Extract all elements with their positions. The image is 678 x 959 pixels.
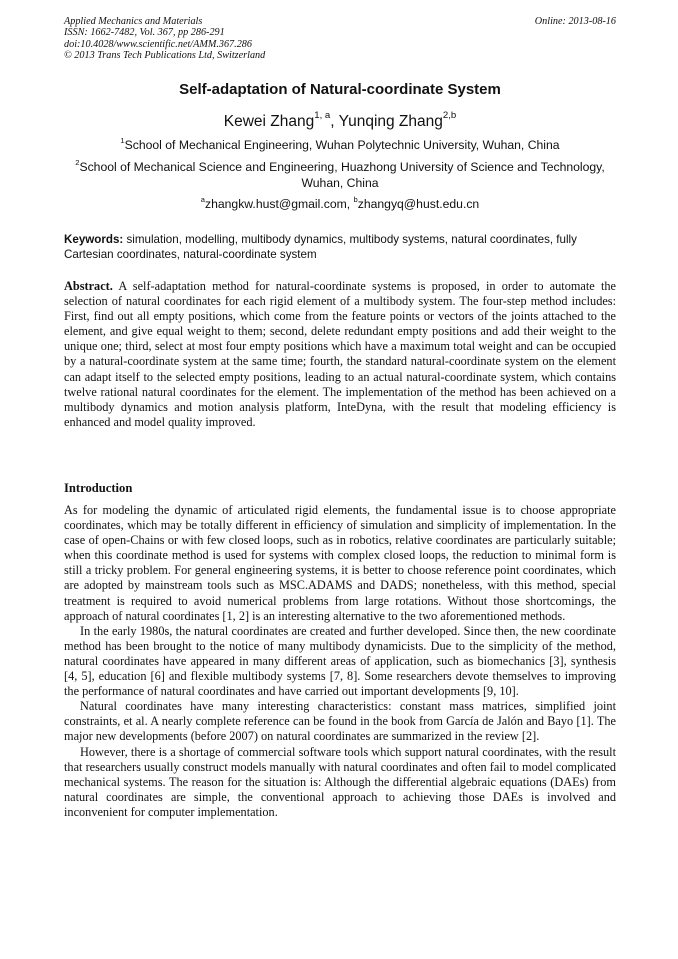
abstract-text: A self-adaptation method for natural-coordinate systems is proposed, in order to automate the selection of natural coordinates for each rigid element of a multibody system. The four-step method includes: First, find out all empty positions, which come from the feature points or vectors of the joints attached to the element, and give equal weight to them; second, delete redundant empty positions and add their weight to the unique one; third, select at most four empty positions which have a maximum total weight and can be occupied by a natural-coordinate system at the same time; fourth, the standard natural-coordinate system on the element can adapt itself to the selected empty positions, leading to an actual natural-coordinate system, which contains twelve rational natural coordinates for the element. The implementation of the method has been achieved on a multibody dynamics and motion analysis platform, InteDyna, with the result that modeling efficiency is enhanced and model quality improved. — [64, 279, 616, 429]
intro-paragraph-2: In the early 1980s, the natural coordinates are created and further developed. Since then, the new coordinate method has been brought to the notice of many multibody dynamicists. Due to the simplicity of the method, natural coordinates have appeared in many different areas of application, such as biomechanics [3], synthesis [4, 5], education [6] and flexible multibody systems [7, 8]. Some researchers devote themselves to improving the performance of natural coordinates and have carried out important developments [9, 10]. — [64, 623, 616, 699]
doi-line[interactable]: doi:10.4028/www.scientific.net/AMM.367.286 — [64, 38, 252, 50]
author-separator: , — [330, 113, 339, 130]
issn-line: ISSN: 1662-7482, Vol. 367, pp 286-291 — [64, 27, 225, 39]
introduction-body — [64, 503, 616, 820]
affiliation-2-text: School of Mechanical Science and Engineering, Huazhong University of Science and Technology, Wuhan, China — [79, 160, 605, 190]
online-date: Online: 2013-08-16 — [534, 16, 616, 27]
affiliation-2-superscript: 2 — [75, 157, 80, 167]
affiliation-1 — [64, 137, 616, 153]
intro-paragraph-3: Natural coordinates have many interesting characteristics: constant mass matrices, simplified joint constraints, et al. A nearly complete reference can be found in the book from García de Jalón and Bayo [1]. The major new developments (before 2007) on natural coordinates are summarized in the review [2]. — [64, 699, 616, 744]
journal-name: Applied Mechanics and Materials — [64, 16, 203, 27]
author-1-name: Kewei Zhang — [223, 113, 315, 130]
author-line — [64, 110, 616, 131]
author-2-name: Yunqing Zhang — [338, 113, 443, 130]
author-2-superscript: 2,b — [442, 110, 457, 122]
intro-paragraph-1: As for modeling the dynamic of articulated rigid elements, the fundamental issue is to choose appropriate coordinates, which may be totally different in efficiency of simulation and simplicity of implementation. In the case of open-Chains or with few closed loops, such as in robotics, relative coordinates are particularly suitable; when this coordinate method is used for systems with complex closed loops, the reduction to minimal form is still a tricky problem. For general engineering systems, it is better to choose reference point coordinates, which are adopted by mainstream tools such as MSC.ADAMS and DADS; nonetheless, with this method, special treatment is required to avoid numerical problems from large rotations. Without those shortcomings, the approach of natural coordinates [1, 2] is an interesting alternative to the two aforementioned methods. — [64, 503, 616, 623]
intro-paragraph-4: However, there is a shortage of commercial software tools which support natural coordinates, with the result that researchers usually construct models manually with natural coordinates and often fail to model complicated mechanical systems. The reason for the situation is: Although the differential algebraic equations (DAEs) from natural coordinates are simple, the conventional approach to achieving those DAEs is involved and inconvenient for computer implementation. — [64, 744, 616, 819]
keywords-block — [64, 232, 616, 262]
keywords-text: simulation, modelling, multibody dynamics, multibody systems, natural coordinates, fully Cartesian coordinates, natural-coordinate system — [64, 233, 577, 261]
journal-header — [64, 16, 616, 61]
author-emails — [64, 196, 616, 212]
email-a-superscript: a — [200, 194, 205, 204]
introduction-heading: Introduction — [64, 481, 133, 495]
copyright-line: © 2013 Trans Tech Publications Ltd, Switzerland — [64, 49, 266, 61]
affiliation-2 — [64, 159, 616, 191]
abstract-block — [64, 279, 616, 430]
email-b[interactable]: zhangyq@hust.edu.cn — [357, 197, 480, 211]
keywords-label: Keywords: — [64, 233, 124, 246]
affiliation-1-superscript: 1 — [120, 135, 125, 145]
affiliation-1-text: School of Mechanical Engineering, Wuhan Polytechnic University, Wuhan, China — [124, 138, 560, 152]
email-b-superscript: b — [353, 194, 358, 204]
paper-title: Self-adaptation of Natural-coordinate System — [179, 81, 501, 98]
email-a[interactable]: zhangkw.hust@gmail.com, — [205, 197, 354, 211]
abstract-label: Abstract. — [64, 279, 113, 293]
author-1-superscript: 1, a — [314, 110, 331, 122]
